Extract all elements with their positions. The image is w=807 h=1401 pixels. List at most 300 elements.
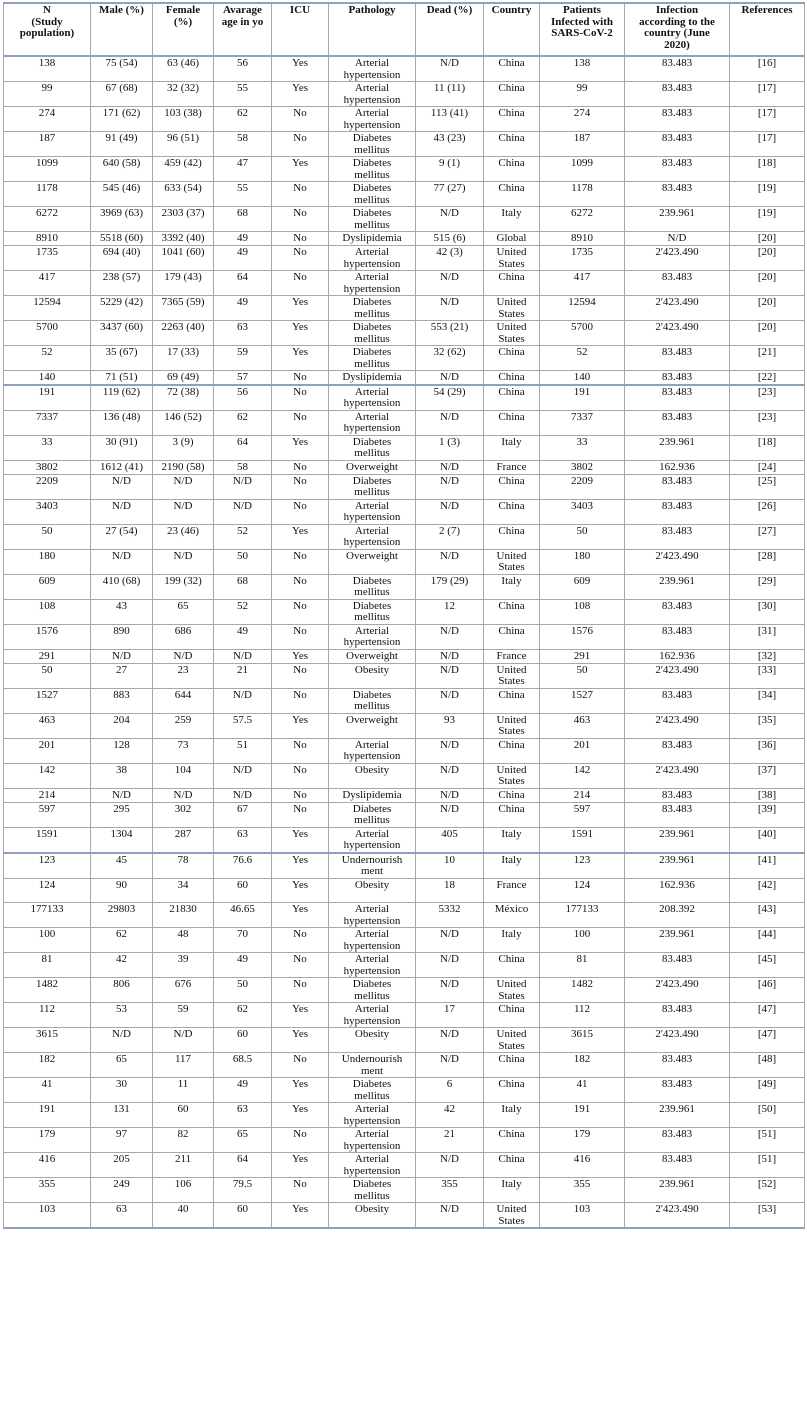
cell-reference: [17] xyxy=(730,107,805,132)
cell-female: 82 xyxy=(153,1128,214,1153)
cell-male: 67 (68) xyxy=(91,82,153,107)
table-row xyxy=(4,788,805,802)
cell-dead: N/D xyxy=(416,271,484,296)
cell-patients: 1482 xyxy=(540,978,625,1003)
cell-pathology: Undernourish ment xyxy=(329,853,416,879)
cell-dead: N/D xyxy=(416,1053,484,1078)
cell-country: China xyxy=(484,1003,540,1028)
cell-patients: 177133 xyxy=(540,903,625,928)
cell-country: China xyxy=(484,1053,540,1078)
cell-infection: 2'423.490 xyxy=(625,296,730,321)
cell-reference: [29] xyxy=(730,574,805,599)
cell-dead: N/D xyxy=(416,788,484,802)
cell-male: 205 xyxy=(91,1153,153,1178)
cell-male: 97 xyxy=(91,1128,153,1153)
table-row xyxy=(4,271,805,296)
cell-pathology: Arterial hypertension xyxy=(329,903,416,928)
cell-icu: No xyxy=(272,410,329,435)
cell-age: 68 xyxy=(214,207,272,232)
cell-patients: 417 xyxy=(540,271,625,296)
cell-reference: [23] xyxy=(730,410,805,435)
table-row xyxy=(4,107,805,132)
cell-male: 63 xyxy=(91,1203,153,1229)
cell-pathology: Arterial hypertension xyxy=(329,385,416,411)
cell-country: China xyxy=(484,624,540,649)
cell-reference: [20] xyxy=(730,321,805,346)
cell-age: 60 xyxy=(214,1203,272,1229)
cell-dead: 515 (6) xyxy=(416,232,484,246)
table-row xyxy=(4,978,805,1003)
cell-age: 79.5 xyxy=(214,1178,272,1203)
cell-reference: [31] xyxy=(730,624,805,649)
cell-reference: [20] xyxy=(730,296,805,321)
header-infection-by-country: Infection according to the country (June 2020) xyxy=(625,3,730,56)
cell-patients: 1591 xyxy=(540,827,625,853)
cell-age: 58 xyxy=(214,460,272,474)
cell-age: 56 xyxy=(214,56,272,82)
cell-infection: 83.483 xyxy=(625,271,730,296)
cell-female: 3 (9) xyxy=(153,435,214,460)
cell-n: 1178 xyxy=(4,182,91,207)
cell-patients: 1527 xyxy=(540,688,625,713)
cell-pathology: Arterial hypertension xyxy=(329,1103,416,1128)
cell-country: China xyxy=(484,385,540,411)
cell-dead: 553 (21) xyxy=(416,321,484,346)
cell-infection: 239.961 xyxy=(625,1103,730,1128)
cell-dead: 42 (3) xyxy=(416,246,484,271)
cell-n: 291 xyxy=(4,649,91,663)
cell-icu: No xyxy=(272,1053,329,1078)
table-row xyxy=(4,207,805,232)
cell-pathology: Arterial hypertension xyxy=(329,107,416,132)
cell-infection: 83.483 xyxy=(625,524,730,549)
cell-patients: 108 xyxy=(540,599,625,624)
table-row xyxy=(4,574,805,599)
cell-n: 417 xyxy=(4,271,91,296)
cell-country: China xyxy=(484,788,540,802)
cell-dead: 113 (41) xyxy=(416,107,484,132)
table-row xyxy=(4,371,805,385)
cell-age: 62 xyxy=(214,410,272,435)
cell-reference: [25] xyxy=(730,474,805,499)
table-row xyxy=(4,182,805,207)
document-page xyxy=(0,2,807,1401)
cell-icu: Yes xyxy=(272,1028,329,1053)
cell-n: 112 xyxy=(4,1003,91,1028)
cell-country: United States xyxy=(484,246,540,271)
cell-pathology: Dyslipidemia xyxy=(329,371,416,385)
cell-male: 30 (91) xyxy=(91,435,153,460)
cell-reference: [35] xyxy=(730,713,805,738)
table-row xyxy=(4,474,805,499)
cell-age: 52 xyxy=(214,599,272,624)
cell-age: 49 xyxy=(214,953,272,978)
cell-reference: [51] xyxy=(730,1153,805,1178)
cell-icu: Yes xyxy=(272,649,329,663)
cell-dead: 405 xyxy=(416,827,484,853)
cell-infection: 83.483 xyxy=(625,1003,730,1028)
cell-female: N/D xyxy=(153,549,214,574)
cell-n: 214 xyxy=(4,788,91,802)
cell-icu: No xyxy=(272,1178,329,1203)
cell-female: 103 (38) xyxy=(153,107,214,132)
cell-age: 67 xyxy=(214,802,272,827)
cell-icu: No xyxy=(272,599,329,624)
cell-dead: 179 (29) xyxy=(416,574,484,599)
cell-country: China xyxy=(484,82,540,107)
cell-icu: Yes xyxy=(272,713,329,738)
cell-n: 123 xyxy=(4,853,91,879)
cell-infection: 83.483 xyxy=(625,346,730,371)
cell-icu: No xyxy=(272,688,329,713)
cell-patients: 6272 xyxy=(540,207,625,232)
cell-n: 3403 xyxy=(4,499,91,524)
cell-icu: No xyxy=(272,978,329,1003)
cell-pathology: Arterial hypertension xyxy=(329,410,416,435)
cell-reference: [40] xyxy=(730,827,805,853)
cell-icu: Yes xyxy=(272,321,329,346)
cell-pathology: Arterial hypertension xyxy=(329,1128,416,1153)
cell-age: N/D xyxy=(214,649,272,663)
cell-reference: [32] xyxy=(730,649,805,663)
cell-female: 39 xyxy=(153,953,214,978)
cell-pathology: Diabetes mellitus xyxy=(329,321,416,346)
cell-country: China xyxy=(484,346,540,371)
cell-reference: [49] xyxy=(730,1078,805,1103)
cell-female: 676 xyxy=(153,978,214,1003)
cell-icu: No xyxy=(272,182,329,207)
cell-male: 71 (51) xyxy=(91,371,153,385)
cell-infection: 83.483 xyxy=(625,788,730,802)
table-row xyxy=(4,460,805,474)
table-row xyxy=(4,385,805,411)
cell-female: 96 (51) xyxy=(153,132,214,157)
cell-dead: N/D xyxy=(416,649,484,663)
cell-dead: 12 xyxy=(416,599,484,624)
table-row xyxy=(4,132,805,157)
cell-dead: N/D xyxy=(416,499,484,524)
table-row xyxy=(4,738,805,763)
cell-patients: 597 xyxy=(540,802,625,827)
cell-n: 609 xyxy=(4,574,91,599)
cell-age: 21 xyxy=(214,663,272,688)
cell-n: 142 xyxy=(4,763,91,788)
cell-male: 42 xyxy=(91,953,153,978)
cell-infection: 239.961 xyxy=(625,574,730,599)
table-row xyxy=(4,953,805,978)
cell-female: 2190 (58) xyxy=(153,460,214,474)
table-row xyxy=(4,524,805,549)
cell-country: United States xyxy=(484,549,540,574)
cell-infection: N/D xyxy=(625,232,730,246)
cell-n: 1099 xyxy=(4,157,91,182)
cell-age: 52 xyxy=(214,524,272,549)
cell-female: 259 xyxy=(153,713,214,738)
cell-reference: [43] xyxy=(730,903,805,928)
cell-icu: Yes xyxy=(272,1003,329,1028)
cell-reference: [27] xyxy=(730,524,805,549)
cell-pathology: Diabetes mellitus xyxy=(329,296,416,321)
cell-male: N/D xyxy=(91,474,153,499)
cell-age: 68.5 xyxy=(214,1053,272,1078)
cell-country: China xyxy=(484,599,540,624)
cell-female: 65 xyxy=(153,599,214,624)
table-row xyxy=(4,157,805,182)
cell-pathology: Arterial hypertension xyxy=(329,56,416,82)
cell-infection: 83.483 xyxy=(625,499,730,524)
cell-male: 694 (40) xyxy=(91,246,153,271)
cell-age: 70 xyxy=(214,928,272,953)
cell-n: 597 xyxy=(4,802,91,827)
cell-icu: No xyxy=(272,574,329,599)
cell-female: 287 xyxy=(153,827,214,853)
cell-infection: 83.483 xyxy=(625,82,730,107)
cell-infection: 2'423.490 xyxy=(625,321,730,346)
cell-age: N/D xyxy=(214,499,272,524)
cell-pathology: Dyslipidemia xyxy=(329,232,416,246)
cell-n: 100 xyxy=(4,928,91,953)
cell-age: 62 xyxy=(214,107,272,132)
table-row xyxy=(4,1053,805,1078)
cell-n: 1482 xyxy=(4,978,91,1003)
cell-country: México xyxy=(484,903,540,928)
cell-infection: 83.483 xyxy=(625,474,730,499)
table-row xyxy=(4,499,805,524)
cell-female: N/D xyxy=(153,788,214,802)
cell-icu: No xyxy=(272,107,329,132)
cell-n: 1576 xyxy=(4,624,91,649)
cell-infection: 2'423.490 xyxy=(625,663,730,688)
cell-female: 23 (46) xyxy=(153,524,214,549)
cell-male: 136 (48) xyxy=(91,410,153,435)
cell-dead: 93 xyxy=(416,713,484,738)
header-icu: ICU xyxy=(272,3,329,56)
cell-dead: N/D xyxy=(416,1028,484,1053)
cell-age: 68 xyxy=(214,574,272,599)
cell-icu: Yes xyxy=(272,1103,329,1128)
cell-pathology: Overweight xyxy=(329,460,416,474)
cell-dead: 1 (3) xyxy=(416,435,484,460)
cell-country: Italy xyxy=(484,1178,540,1203)
cell-age: 50 xyxy=(214,978,272,1003)
cell-infection: 239.961 xyxy=(625,207,730,232)
cell-patients: 179 xyxy=(540,1128,625,1153)
cell-reference: [24] xyxy=(730,460,805,474)
cell-female: 2303 (37) xyxy=(153,207,214,232)
cell-male: 91 (49) xyxy=(91,132,153,157)
cell-country: Italy xyxy=(484,435,540,460)
cell-reference: [21] xyxy=(730,346,805,371)
cell-infection: 83.483 xyxy=(625,56,730,82)
cell-infection: 162.936 xyxy=(625,878,730,903)
cell-country: Italy xyxy=(484,853,540,879)
cell-female: 60 xyxy=(153,1103,214,1128)
cell-pathology: Diabetes mellitus xyxy=(329,346,416,371)
cell-country: France xyxy=(484,878,540,903)
cell-infection: 162.936 xyxy=(625,649,730,663)
cell-patients: 33 xyxy=(540,435,625,460)
table-row xyxy=(4,1103,805,1128)
cell-pathology: Arterial hypertension xyxy=(329,1153,416,1178)
cell-male: 5518 (60) xyxy=(91,232,153,246)
cell-patients: 112 xyxy=(540,1003,625,1028)
header-pathology: Pathology xyxy=(329,3,416,56)
cell-female: 59 xyxy=(153,1003,214,1028)
cell-pathology: Diabetes mellitus xyxy=(329,574,416,599)
cell-dead: N/D xyxy=(416,953,484,978)
cell-patients: 416 xyxy=(540,1153,625,1178)
cell-male: 119 (62) xyxy=(91,385,153,411)
cell-dead: 77 (27) xyxy=(416,182,484,207)
cell-pathology: Obesity xyxy=(329,1203,416,1229)
cell-patients: 609 xyxy=(540,574,625,599)
cell-patients: 1099 xyxy=(540,157,625,182)
cell-icu: No xyxy=(272,763,329,788)
cell-female: 40 xyxy=(153,1203,214,1229)
cell-female: 7365 (59) xyxy=(153,296,214,321)
table-row xyxy=(4,232,805,246)
cell-country: China xyxy=(484,688,540,713)
cell-pathology: Arterial hypertension xyxy=(329,82,416,107)
cell-dead: 54 (29) xyxy=(416,385,484,411)
cell-dead: 32 (62) xyxy=(416,346,484,371)
cell-patients: 8910 xyxy=(540,232,625,246)
cell-patients: 291 xyxy=(540,649,625,663)
cell-age: 76.6 xyxy=(214,853,272,879)
cell-patients: 5700 xyxy=(540,321,625,346)
table-row xyxy=(4,56,805,82)
cell-female: 73 xyxy=(153,738,214,763)
cell-male: 806 xyxy=(91,978,153,1003)
cell-n: 3615 xyxy=(4,1028,91,1053)
cell-pathology: Diabetes mellitus xyxy=(329,802,416,827)
cell-infection: 83.483 xyxy=(625,599,730,624)
cell-n: 355 xyxy=(4,1178,91,1203)
header-references: References xyxy=(730,3,805,56)
cell-country: China xyxy=(484,1078,540,1103)
cell-pathology: Diabetes mellitus xyxy=(329,474,416,499)
cell-female: 302 xyxy=(153,802,214,827)
cell-reference: [36] xyxy=(730,738,805,763)
table-row xyxy=(4,663,805,688)
cell-n: 5700 xyxy=(4,321,91,346)
cell-country: China xyxy=(484,410,540,435)
cell-infection: 83.483 xyxy=(625,107,730,132)
cell-infection: 83.483 xyxy=(625,410,730,435)
cell-female: 2263 (40) xyxy=(153,321,214,346)
table-row xyxy=(4,928,805,953)
cell-dead: 5332 xyxy=(416,903,484,928)
cell-infection: 83.483 xyxy=(625,1078,730,1103)
cell-infection: 83.483 xyxy=(625,132,730,157)
cell-country: Italy xyxy=(484,207,540,232)
cell-age: 63 xyxy=(214,827,272,853)
cell-n: 2209 xyxy=(4,474,91,499)
cell-female: 179 (43) xyxy=(153,271,214,296)
cell-patients: 1576 xyxy=(540,624,625,649)
cell-n: 1527 xyxy=(4,688,91,713)
cell-reference: [52] xyxy=(730,1178,805,1203)
table-row xyxy=(4,1203,805,1229)
cell-age: 62 xyxy=(214,1003,272,1028)
cell-patients: 50 xyxy=(540,663,625,688)
cell-dead: N/D xyxy=(416,928,484,953)
cell-infection: 83.483 xyxy=(625,182,730,207)
cell-icu: Yes xyxy=(272,296,329,321)
cell-male: 3437 (60) xyxy=(91,321,153,346)
cell-male: 62 xyxy=(91,928,153,953)
cell-dead: N/D xyxy=(416,802,484,827)
cell-dead: N/D xyxy=(416,371,484,385)
header-dead: Dead (%) xyxy=(416,3,484,56)
cell-n: 1591 xyxy=(4,827,91,853)
cell-pathology: Arterial hypertension xyxy=(329,953,416,978)
cell-reference: [46] xyxy=(730,978,805,1003)
cell-country: Global xyxy=(484,232,540,246)
cell-icu: No xyxy=(272,271,329,296)
cell-dead: N/D xyxy=(416,410,484,435)
table-row xyxy=(4,1003,805,1028)
cell-female: 106 xyxy=(153,1178,214,1203)
cell-dead: N/D xyxy=(416,549,484,574)
cell-female: 211 xyxy=(153,1153,214,1178)
cell-icu: No xyxy=(272,738,329,763)
cell-male: 1612 (41) xyxy=(91,460,153,474)
cell-male: 45 xyxy=(91,853,153,879)
cell-infection: 83.483 xyxy=(625,157,730,182)
cell-female: 459 (42) xyxy=(153,157,214,182)
table-row xyxy=(4,1153,805,1178)
table-row xyxy=(4,802,805,827)
cell-country: Italy xyxy=(484,928,540,953)
cell-female: 633 (54) xyxy=(153,182,214,207)
cell-male: 29803 xyxy=(91,903,153,928)
cell-infection: 83.483 xyxy=(625,738,730,763)
cell-n: 191 xyxy=(4,385,91,411)
cell-dead: 10 xyxy=(416,853,484,879)
cell-age: 65 xyxy=(214,1128,272,1153)
cell-patients: 100 xyxy=(540,928,625,953)
cell-female: N/D xyxy=(153,474,214,499)
table-row xyxy=(4,435,805,460)
cell-female: 72 (38) xyxy=(153,385,214,411)
cell-female: 63 (46) xyxy=(153,56,214,82)
cell-country: United States xyxy=(484,763,540,788)
cell-male: 3969 (63) xyxy=(91,207,153,232)
header-average-age: Avarage age in yo xyxy=(214,3,272,56)
cell-male: N/D xyxy=(91,1028,153,1053)
cell-male: 35 (67) xyxy=(91,346,153,371)
cell-icu: No xyxy=(272,371,329,385)
cell-infection: 2'423.490 xyxy=(625,713,730,738)
cell-n: 274 xyxy=(4,107,91,132)
cell-female: 199 (32) xyxy=(153,574,214,599)
table-row xyxy=(4,296,805,321)
header-male: Male (%) xyxy=(91,3,153,56)
cell-n: 8910 xyxy=(4,232,91,246)
cell-female: 69 (49) xyxy=(153,371,214,385)
cell-age: N/D xyxy=(214,688,272,713)
cell-country: China xyxy=(484,738,540,763)
cell-dead: N/D xyxy=(416,663,484,688)
cell-n: 180 xyxy=(4,549,91,574)
cell-pathology: Diabetes mellitus xyxy=(329,157,416,182)
cell-pathology: Arterial hypertension xyxy=(329,246,416,271)
cell-n: 33 xyxy=(4,435,91,460)
cell-n: 201 xyxy=(4,738,91,763)
table-row xyxy=(4,321,805,346)
cell-patients: 187 xyxy=(540,132,625,157)
